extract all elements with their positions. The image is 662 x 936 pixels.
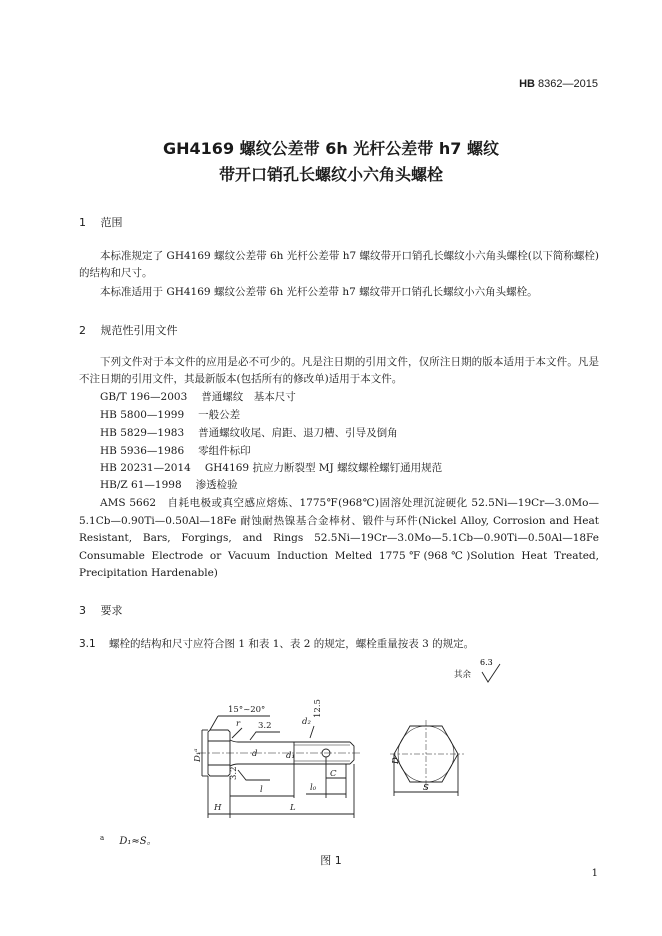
clause-text: 螺栓的结构和尺寸应符合图 1 和表 1、表 2 的规定，螺栓重量按表 3 的规定。 [109,638,475,650]
pin-offset-label: C [330,769,337,779]
roughness-symbol-icon [476,656,506,684]
document-title-line2: 带开口销孔长螺纹小六角头螺栓 [218,165,443,184]
reference-code: GB/T 196—2003 [100,391,188,403]
bolt-length-label: L [290,803,296,813]
cotter-hole-diameter-label: d₂ [302,717,311,727]
section-title: 范围 [100,216,123,229]
normative-intro: 下列文件对于本文件的应用是必不可少的。凡是注日期的引用文件，仅所注日期的版本适用于本文件。凡是不注日期的引用文件，其最新版本(包括所有的修改单)适用于本文件。 [79,356,599,385]
section-number: 2 [79,324,86,337]
reference-ams-5662: AMS 5662 自耗电极或真空感应熔炼、1775℉(968℃)固溶处理沉淀硬化 52.5Ni—19Cr—3.0Mo—5.1Cb—0.90Ti—0.50Al—18Fe 耐蚀耐热镍基合金棒材、锻件与环件(Nickel Alloy, Corrosion and Heat Resistant, Bars, Forgings, and Rings 52.5Ni—19Cr—3.0Mo—5.1Cb—0.90Ti—0.50Al—18Fe Consumable Electrode or Vacuum Induction Melted 1775℉(968℃)Solution Heat Treated, Precipitation Hardenable) [79,497,599,579]
clause-number: 3.1 [79,638,96,650]
head-height-label: H [214,803,222,813]
clause-3-1 [79,636,474,651]
reference-item [100,389,296,406]
footnote-text: D₁≈S。 [119,836,157,847]
shank-diameter-label: d [252,749,258,759]
hex-diameter-label: D [391,757,401,764]
reference-title: GH4169 抗应力断裂型 MJ 螺纹螺栓螺钉通用规范 [204,462,443,474]
hex-across-flats-label: S [423,783,429,793]
reference-title: 零组件标印 [198,445,251,457]
figure-caption: 图 1 [320,854,342,867]
scope-paragraph-1: 本标准规定了 GH4169 螺纹公差带 6h 光杆公差带 h7 螺纹带开口销孔长螺纹小六角头螺栓(以下简称螺栓)的结构和尺寸。 [79,250,599,279]
reference-code: HB 5829—1983 [100,427,185,439]
thread-diameter-label: d₁ [286,751,295,761]
roughness-value: 6.3 [480,658,493,667]
reference-code: HB 20231—2014 [100,462,191,474]
reference-title: 一般公差 [198,409,241,421]
standard-number [519,78,598,90]
head-diameter-label: D₁ᵃ [193,748,203,762]
footnote-marker: a [100,833,105,842]
bolt-shank-top [230,740,294,742]
reference-code: HB/Z 61—1998 [100,479,182,491]
reference-title: 渗透检验 [195,479,238,491]
section-number: 3 [79,604,86,617]
roughness-label-1: 3.2 [258,721,272,731]
thread-angle-label: 15°~20° [228,705,266,715]
reference-code: HB 5936—1986 [100,445,185,457]
scope-paragraph-2: 本标准适用于 GH4169 螺纹公差带 6h 光杆公差带 h7 螺纹带开口销孔长螺纹小六角头螺栓。 [100,286,538,298]
roughness-label-2: 3.2 [229,766,239,780]
reference-item [100,477,238,494]
standard-prefix: HB [519,78,535,90]
figure-footnote [100,832,157,847]
roughness-label-3: 12.5 [313,699,323,718]
shank-length-label: l [260,785,263,795]
page-number: 1 [591,868,598,879]
bolt-shank-bottom [230,764,294,766]
section-1-heading [79,214,123,230]
reference-code: HB 5800—1999 [100,409,185,421]
standard-code: 8362—2015 [538,78,598,90]
section-title: 规范性引用文件 [100,324,178,337]
document-title-line1: GH4169 螺纹公差带 6h 光杆公差带 h7 螺纹 [163,139,499,158]
reference-title: 普通螺纹 基本尺寸 [201,391,296,403]
roughness-other-label: 其余 [454,670,472,680]
section-2-heading [79,322,178,338]
thread-length-label: l₀ [310,783,317,793]
section-title: 要求 [100,604,123,617]
section-number: 1 [79,216,86,229]
reference-title: 普通螺纹收尾、肩距、退刀槽、引导及倒角 [198,427,398,439]
reference-item [100,443,251,460]
reference-item [100,407,240,424]
hex-head-end-view [390,720,480,800]
radius-label: r [236,719,241,729]
section-3-heading [79,602,123,618]
reference-item [100,460,442,477]
reference-item [100,425,398,442]
